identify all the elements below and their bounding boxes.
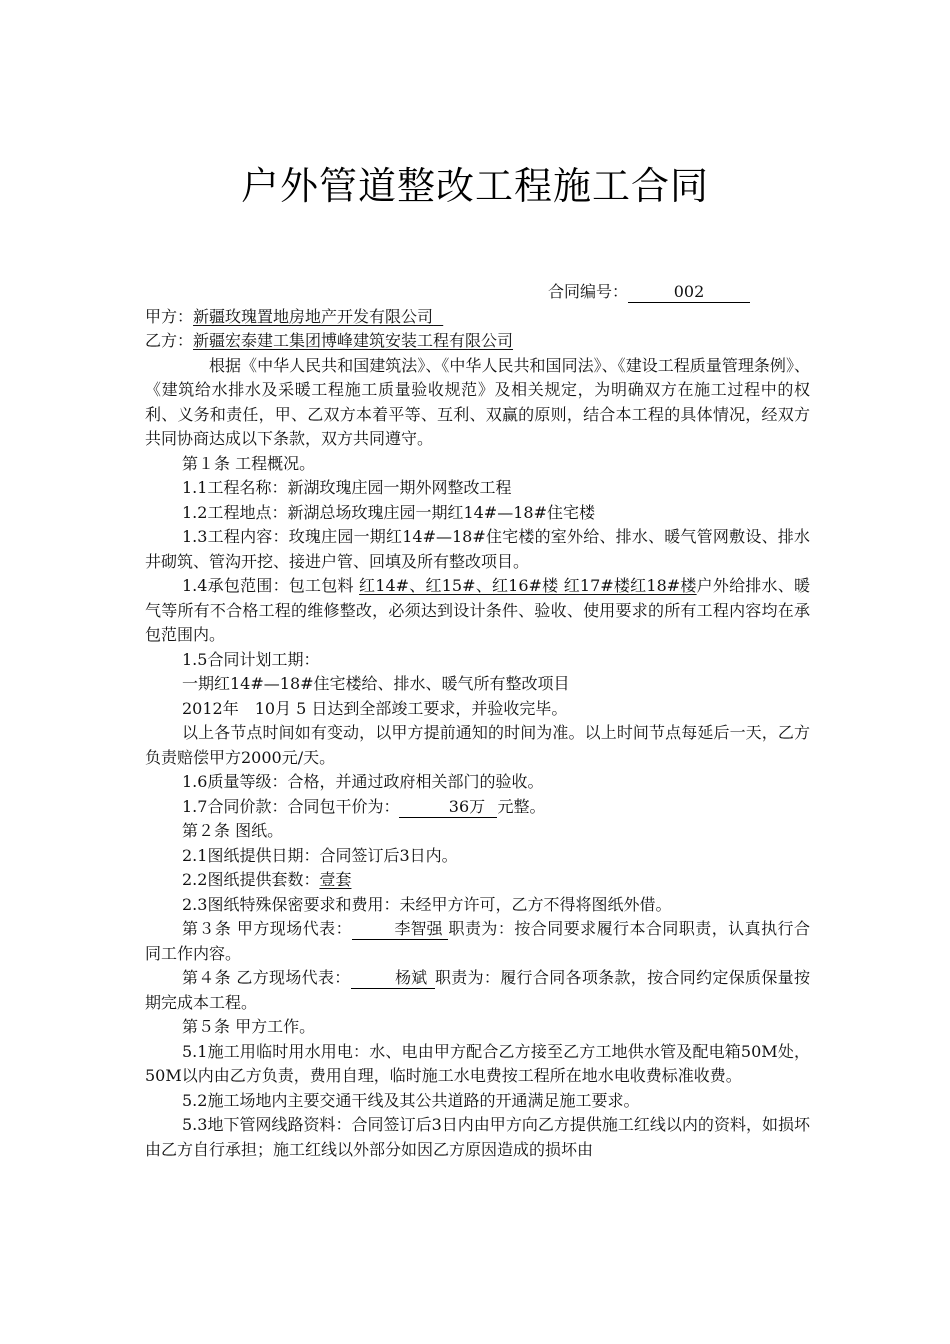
- clause-1-5: 1.5合同计划工期：: [182, 649, 320, 669]
- clause-2-2-lead: 2.2图纸提供套数：: [182, 870, 320, 889]
- clause-1-7: [145, 795, 810, 820]
- clause-5-3: 5.3地下管网线路资料：合同签订后3日内由甲方向乙方提供施工红线以内的资料，如损坏由乙方自行承担；施工红线以外部分如因乙方原因造成的损坏由: [145, 1115, 810, 1159]
- drawing-sets-value: 壹套: [319, 870, 352, 889]
- clause-1-1: 1.1工程名称：新湖玫瑰庄园一期外网整改工程: [182, 478, 512, 497]
- article-4: [145, 966, 810, 1015]
- contract-body: [145, 280, 810, 1162]
- article-3: [145, 917, 810, 966]
- party-a-line: [145, 305, 810, 330]
- article-5-heading: 第５条 甲方工作。: [182, 1017, 316, 1036]
- clause-1-5-scope: 一期红14#—18#住宅楼给、排水、暖气所有整改项目: [182, 674, 570, 693]
- party-a-representative: 李智强: [352, 919, 448, 940]
- clause-1-4-lead: 1.4承包范围：包工包料: [182, 576, 360, 595]
- clause-1-6: 1.6质量等级：合格，并通过政府相关部门的验收。: [182, 772, 544, 791]
- party-a-label: 甲方：: [145, 306, 194, 326]
- clause-1-2: 1.2工程地点：新湖总场玫瑰庄园一期红14#—18#住宅楼: [182, 502, 595, 522]
- clause-1-7-lead: 1.7合同价款：合同包干价为：: [182, 796, 400, 816]
- party-b-label: 乙方：: [145, 331, 194, 350]
- contract-number-line: [145, 280, 810, 305]
- contract-number-value: 002: [628, 282, 750, 303]
- intro-paragraph: 根据《中华人民共和国建筑法》、《中华人民共和国同法》、《建设工程质量管理条例》、《建筑给水排水及采暖工程施工质量验收规范》及相关规定，为明确双方在施工过程中的权利、义务和责任，甲、乙双方本着平等、互利、双赢的原则，结合本工程的具体情况，经双方共同协商达成以下条款，双方共同遵守。: [145, 355, 810, 448]
- contract-number-label: 合同编号：: [548, 282, 629, 301]
- clause-5-2: 5.2施工场地内主要交通干线及其公共道路的开通满足施工要求。: [182, 1090, 640, 1110]
- clause-1-5-date: 2012年 10月 5 日达到全部竣工要求，并验收完毕。: [182, 698, 568, 718]
- clause-1-7-tail: 元整。: [497, 796, 546, 816]
- clause-2-2: [145, 868, 810, 893]
- document-title: 户外管道整改工程施工合同: [240, 164, 709, 208]
- clause-1-4: [145, 574, 810, 648]
- article-1-heading: 第１条 工程概况。: [182, 453, 316, 473]
- article-2-heading: 第２条 图纸。: [182, 821, 284, 840]
- party-b-name: 新疆宏泰建工集团博峰建筑安装工程有限公司: [193, 331, 514, 350]
- contract-price: 36万: [399, 797, 497, 818]
- party-a-name: 新疆玫瑰置地房地产开发有限公司: [193, 306, 434, 326]
- clause-1-4-scope: 红14#、红15#、红16#楼 红17#楼红18#楼: [359, 576, 697, 595]
- clause-2-1: 2.1图纸提供日期：合同签订后3日内。: [182, 845, 458, 865]
- article-4-lead: 第４条 乙方现场代表：: [182, 968, 351, 987]
- clause-5-1: 5.1施工用临时用水用电：水、电由甲方配合乙方接至乙方工地供水管及配电箱50M处，50M以内由乙方负责，费用自理，临时施工水电费按工程所在地水电收费标准收费。: [145, 1041, 810, 1085]
- article-3-lead: 第３条 甲方现场代表：: [182, 919, 353, 938]
- clause-2-3: 2.3图纸特殊保密要求和费用：未经甲方许可，乙方不得将图纸外借。: [182, 894, 672, 914]
- clause-1-3: 1.3工程内容：玫瑰庄园一期红14#—18#住宅楼的室外给、排水、暖气管网敷设、排水井砌筑、管沟开挖、接进户管、回填及所有整改项目。: [145, 527, 810, 571]
- party-b-line: [145, 329, 810, 354]
- article-3-duty: 职责为：按合同要求履行本合同职责，认真执行合同工作内容。: [145, 919, 810, 963]
- article-4-duty: 职责为：履行合同各项条款，按合同约定保质保量按期完成本工程。: [145, 968, 810, 1012]
- party-b-representative: 杨斌: [351, 968, 435, 989]
- clause-1-4-rest: 户外给排水、暖气等所有不合格工程的维修整改，必须达到设计条件、验收、使用要求的所有工程内容均在承包范围内。: [145, 576, 810, 644]
- clause-1-5-note: 以上各节点时间如有变动，以甲方提前通知的时间为准。以上时间节点每延后一天，乙方负责赔偿甲方2000元/天。: [145, 723, 810, 767]
